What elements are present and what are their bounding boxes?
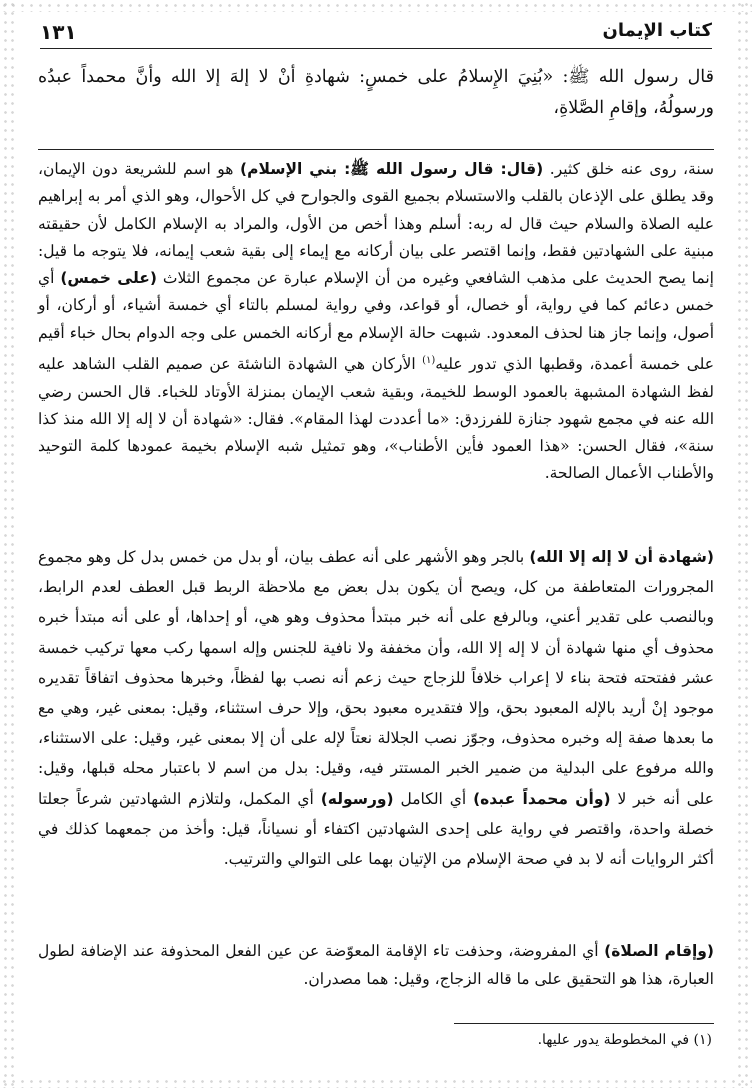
commentary-paragraph-2 bbox=[38, 542, 714, 874]
text-run: أي المكمل، ولتلازم الشهادتين شرعاً جعلتا خصلة واحدة، واقتصر في رواية على إحدى الشهادتين اكتفاء أو نسياناً، قيل: وأخذ من جمعهما كذلك في أكثر الروايات أنه لا بد في صحة الإسلام من الإتيان بهما على التوالي والترتيب. bbox=[38, 789, 714, 869]
footnote-separator bbox=[454, 1023, 714, 1024]
footnote-marker: (١) bbox=[693, 1032, 712, 1048]
bottom-border-ornament bbox=[0, 1078, 752, 1088]
text-run: بالجر وهو الأشهر على أنه عطف بيان، أو بدل من خمس بدل كل وهو مجموع المجرورات المتعاطفة من كل، ويصح أن يكون بدل بعض مع ملاحظة الربط قبل العطف لعدم الرابط، وبالنصب على تقدير أعني، وبالرفع على أنه خبر مبتدأ محذوف وهو هي، أو إحداها، أو على أنه مبتدأ خبره محذوف أي منها شهادة أن لا إله إلا الله، وأن مخففة ولا نافية للجنس وإله اسمها ركب معها تركيب خمسة عشر ففتحته فتحة بناء لا إعراب خلافاً للزجاج حيث زعم أنه نصب بها لفظاً، وخبرها محذوف اتفاقاً تقديره موجود إنْ أريد بالإله المعبود بحق، وإلا فتقديره معبود بحق، وإلا حرف استثناء، وقيل: بمعنى غير، وهي مع ما بعدها صفة إله وخبره محذوف، وجوّز نصب الجلالة نعتاً لإله على أن إلا بمعنى غير، وقيل: على الاستثناء، والله مرفوع على البدلية من ضمير الخبر المستتر فيه، وقيل: بدل من اسم لا باعتبار محله قبلها، وقيل: على أنه خبر لا bbox=[38, 548, 714, 808]
commentary-paragraph-1 bbox=[38, 156, 714, 488]
right-border-ornament bbox=[736, 0, 750, 1090]
top-border-ornament bbox=[0, 2, 752, 12]
text-run: أي الكامل bbox=[393, 789, 474, 808]
footnote-reference: (١) bbox=[422, 355, 436, 367]
left-border-ornament bbox=[2, 0, 16, 1090]
bold-lemma: (شهادة أن لا إله إلا الله) bbox=[529, 548, 714, 566]
chapter-title: كتاب الإيمان bbox=[602, 20, 712, 41]
page-header bbox=[40, 18, 712, 49]
text-run: أي خمس دعائم كما في رواية، أو خصال، أو قواعد، وفي رواية لمسلم بالتاء أي خمسة أشياء، أو أركان، أو أصول، وإنما جاز هنا لحذف المعدود. شبهت حالة الإسلام مع أركانه الخمس على وجه الدوام بحال خباء أقيم على خمسة أعمدة، وقطبها الذي تدور عليه bbox=[38, 269, 714, 374]
footnote-text: في المخطوطة يدور عليها. bbox=[537, 1032, 690, 1048]
hadith-text: قال رسول الله ﷺ: «بُنِيَ الإِسلامُ على خمسٍ: شهادةِ أنْ لا إلهَ إلا الله وأنَّ محمداً عبدُه ورسولُهُ، وإقامِ الصَّلاةِ، bbox=[38, 67, 714, 118]
separator-line bbox=[38, 149, 714, 150]
page-number: ١٣١ bbox=[40, 20, 77, 44]
text-run: أي المفروضة، وحذفت تاء الإقامة المعوّضة عن عين الفعل المحذوفة عند الإضافة لطول العبارة، هذا هو التحقيق على ما قاله الزجاج، وقيل: هما مصدران. bbox=[38, 942, 714, 988]
footnote bbox=[300, 1030, 712, 1050]
text-run: هو اسم للشريعة دون الإيمان، وقد يطلق على الإذعان بالقلب والاستسلام بجميع القوى والجوارح في كل الأحوال، وهو الذي أمر به إبراهيم عليه الصلاة والسلام حيث قال له ربه: أسلم وهذا أخص من الأول، والمراد به الإسلام الكامل لأن حقيقته مبنية على الشهادتين فقط، وإنما اقتصر على بيان أركانه مع إيماء إلى بقية شعب إيمانه، فلا يتوجه ما قيل: إنما يصح الحديث على مذهب الشافعي وغيره من أن الإسلام عبارة عن مجموع الثلاث bbox=[38, 160, 714, 288]
bold-lemma: (قال: قال رسول الله ﷺ: بني الإسلام) bbox=[240, 160, 544, 178]
text-run: الأركان هي الشهادة الناشئة عن صميم القلب الشاهد عليه لفظ الشهادة المشبهة بالعمود الوسط للخيمة، وبقية شعب الإيمان بمنزلة الأوتاد للخباء. قال الحسن رضي الله عنه في مجمع شهود جنازة للفرزدق: «ما أعددت لهذا المقام». فقال: «شهادة أن لا إله إلا الله منذ كذا سنة»، فقال الحسن: «هذا العمود فأين الأطناب»، وهو تمثيل شبه الإسلام بخيمة عمودها كلمة التوحيد والأطناب الأعمال الصالحة. bbox=[38, 355, 714, 483]
bold-lemma: (وإقام الصلاة) bbox=[604, 942, 715, 960]
bold-lemma: (ورسوله) bbox=[320, 789, 394, 808]
commentary-paragraph-3 bbox=[38, 938, 714, 993]
bold-lemma: (وأن محمداً عبده) bbox=[473, 789, 611, 808]
text-run: سنة، روى عنه خلق كثير. bbox=[543, 160, 714, 178]
bold-lemma: (على خمس) bbox=[60, 269, 157, 288]
